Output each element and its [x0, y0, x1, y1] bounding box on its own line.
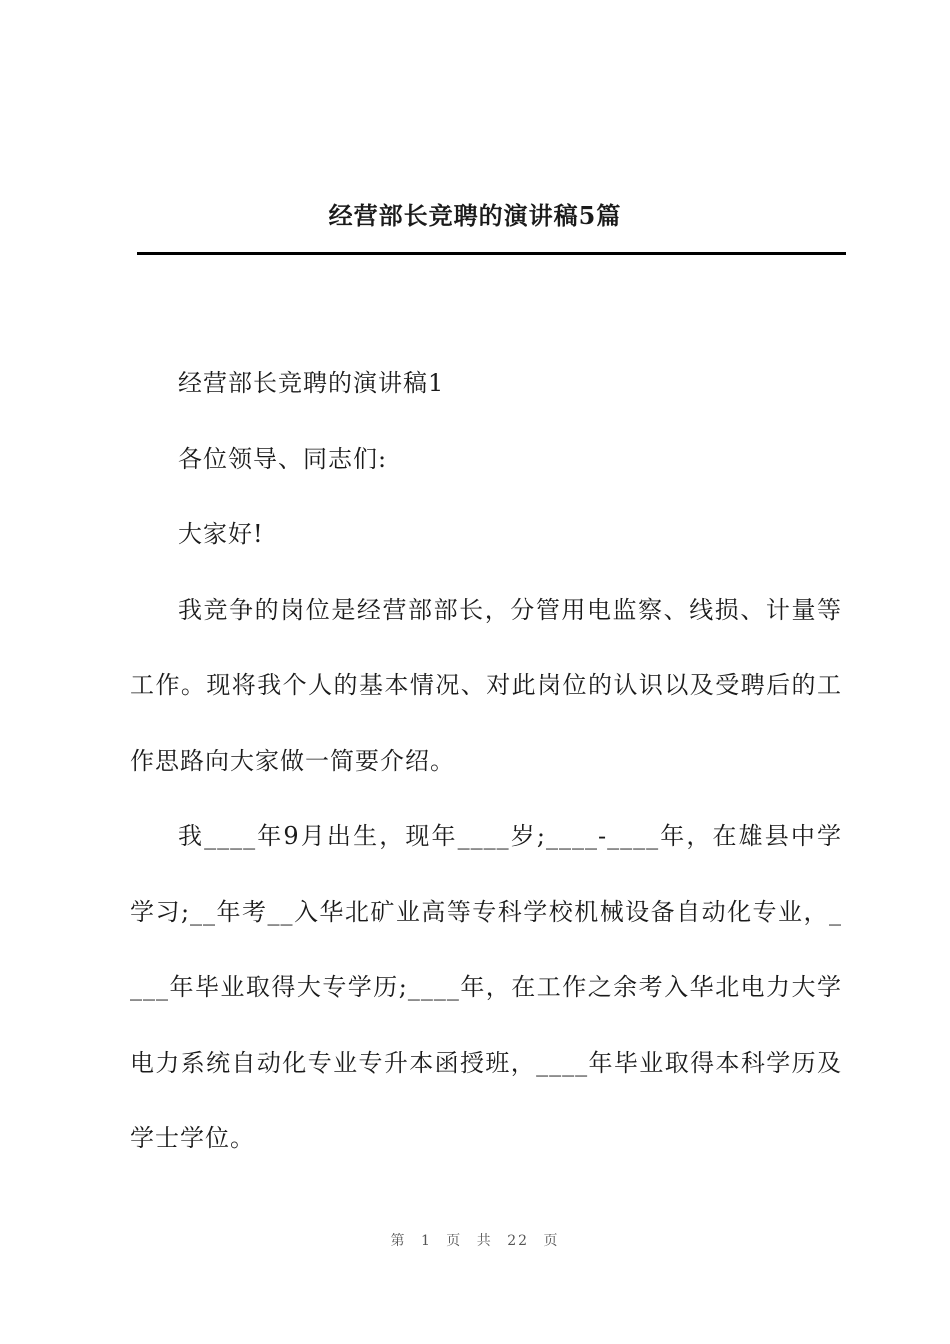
document-body [130, 346, 842, 1177]
page-number-footer: 第 1 页 共 22 页 [390, 1233, 560, 1249]
document-title: 经营部长竞聘的演讲稿5篇 [328, 201, 622, 230]
salutation: 各位领导、同志们: [178, 444, 388, 473]
body-paragraph: 我竞争的岗位是经营部部长，分管用电监察、线损、计量等工作。现将我个人的基本情况、对此岗位的认识以及受聘后的工作思路向大家做一简要介绍。 [130, 595, 842, 775]
greeting: 大家好! [178, 520, 264, 548]
section-heading: 经营部长竞聘的演讲稿1 [178, 369, 445, 397]
body-paragraph: 我____年9月出生，现年____岁;____-____年，在雄县中学学习;__年考__入华北矿业高等专科学校机械设备自动化专业，____年毕业取得大专学历;____年，在工作之余考入华北电力大学电力系统自动化专业专升本函授班，____年毕业取得本科学历及学士学位。 [130, 822, 842, 1152]
title-underline [137, 252, 846, 255]
